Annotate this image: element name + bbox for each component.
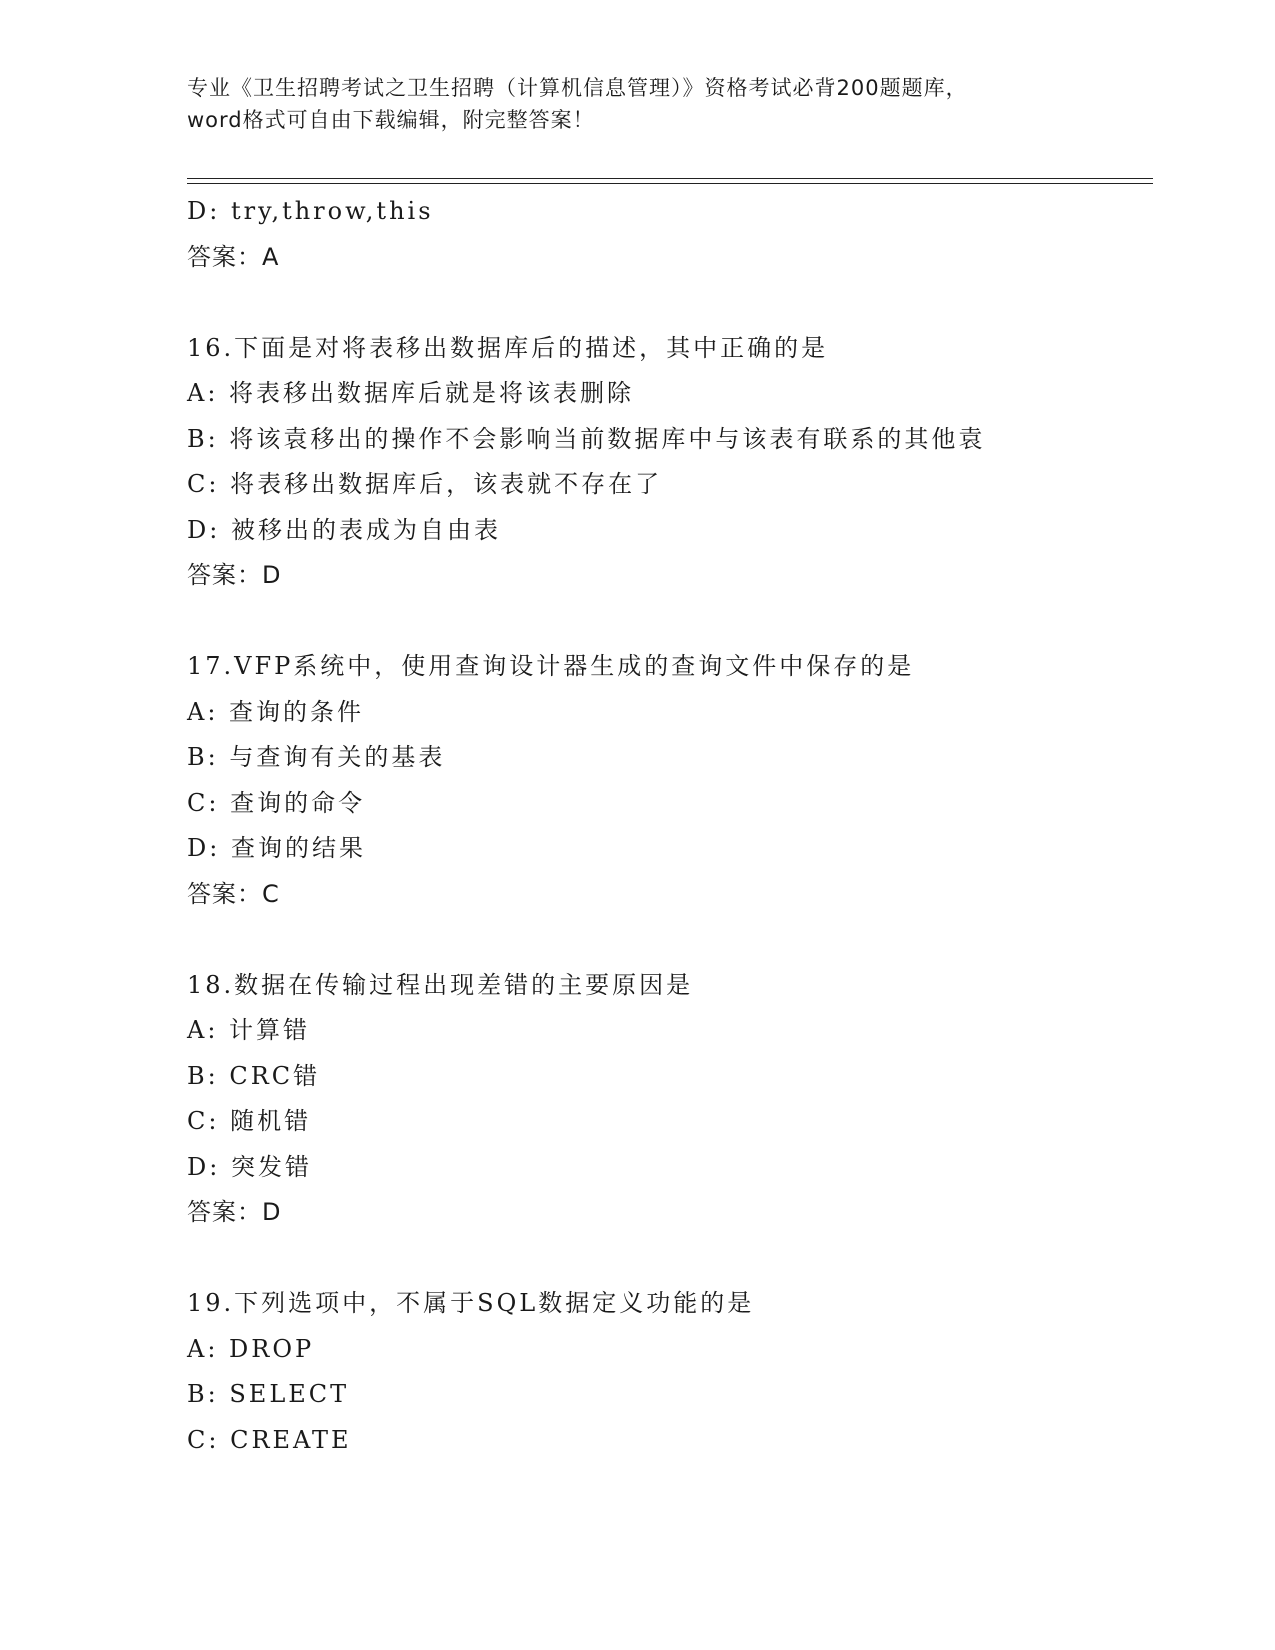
header-divider-bottom (187, 183, 1153, 184)
spacer (187, 599, 1147, 645)
option-c: C: 随机错 (187, 1107, 312, 1135)
spacer (187, 917, 1147, 963)
question-19 (187, 1281, 1147, 1463)
document-header (187, 72, 1087, 136)
option-b: B: 与查询有关的基表 (187, 743, 446, 771)
option-a: A: 计算错 (187, 1016, 311, 1044)
answer: 答案：D (187, 561, 282, 589)
option-c: C: 将表移出数据库后，该表就不存在了 (187, 470, 663, 498)
question-stem: 18.数据在传输过程出现差错的主要原因是 (187, 970, 694, 999)
option-d: D: 突发错 (187, 1152, 312, 1181)
header-divider-top (187, 178, 1153, 179)
option-b: B: 将该袁移出的操作不会影响当前数据库中与该表有联系的其他袁 (187, 424, 986, 453)
question-16 (187, 326, 1147, 599)
option-a: A: 将表移出数据库后就是将该表删除 (187, 379, 635, 407)
option-b: B: SELECT (187, 1380, 350, 1408)
header-line-1: 专业《卫生招聘考试之卫生招聘（计算机信息管理）》资格考试必背200题题库， (187, 76, 968, 100)
question-17 (187, 644, 1147, 917)
option-c: C: CREATE (187, 1425, 352, 1454)
option-a: A: 查询的条件 (187, 697, 365, 726)
option-d: D: 被移出的表成为自由表 (187, 515, 501, 544)
answer: 答案：C (187, 879, 280, 908)
question-stem: 17.VFP系统中，使用查询设计器生成的查询文件中保存的是 (187, 652, 915, 680)
option-d: D: 查询的结果 (187, 834, 366, 862)
question-stem: 16.下面是对将表移出数据库后的描述，其中正确的是 (187, 333, 829, 362)
header-line-2: word格式可自由下载编辑，附完整答案！ (187, 108, 595, 132)
question-content (187, 189, 1147, 1463)
option-a: A: DROP (187, 1334, 315, 1363)
prev-answer: 答案：A (187, 242, 280, 271)
spacer (187, 280, 1147, 326)
option-b: B: CRC错 (187, 1061, 321, 1090)
prev-option-d: D: try,throw,this (187, 197, 434, 225)
option-c: C: 查询的命令 (187, 788, 366, 817)
question-18 (187, 963, 1147, 1236)
answer: 答案：D (187, 1198, 282, 1226)
question-stem: 19.下列选项中，不属于SQL数据定义功能的是 (187, 1289, 755, 1317)
spacer (187, 1236, 1147, 1282)
